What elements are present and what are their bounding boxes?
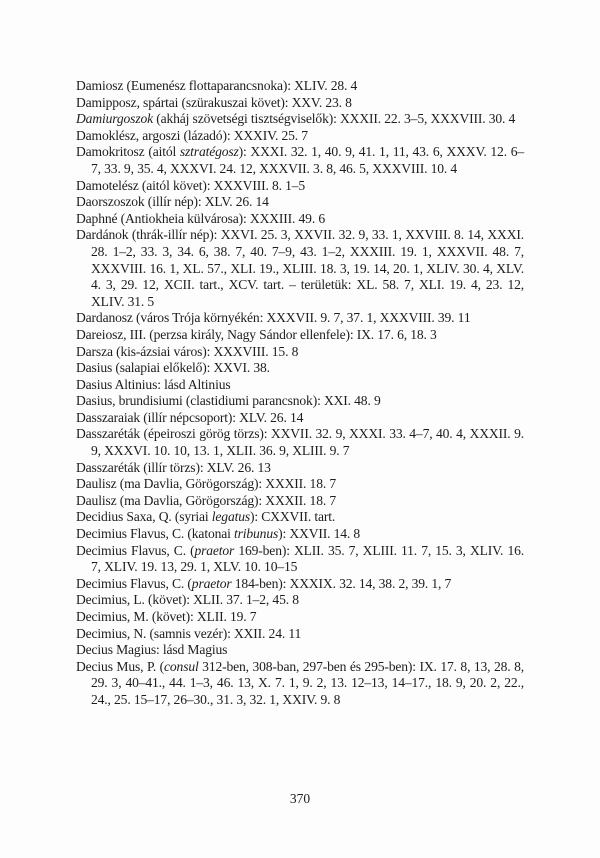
index-entry [76,543,524,576]
index-entry-text: Dardanosz (város Trója környékén: XXXVII. 9. 7, 37. 1, XXXVIII. 39. 11 [76,310,471,326]
index-entry-text: Damoklész, argoszi (lázadó): XXXIV. 25. 7 [76,127,308,143]
index-entry-text: ): CXXVII. tart. [250,509,336,525]
index-entry-text: Damiosz (Eumenész flottaparancsnoka): XLIV. 28. 4 [76,78,358,93]
index-entry-text: Darsza (kis-ázsiai város): XXXVIII. 15. 8 [76,343,299,359]
index-entry-text: Decius Magius: lásd Magius [76,642,228,658]
index-entry-text: (akháj szövetségi tisztségviselők): XXXII. 22. 3–5, XXXVIII. 30. 4 [153,111,516,127]
index-entry [76,178,524,195]
index-entry-text: Daulisz (ma Davlia, Görögország): XXXII. 18. 7 [76,492,336,508]
index-entry-text: Decimius, L. (követ): XLII. 37. 1–2, 45. 8 [76,592,299,608]
index-entry-italic-text: sztratégosz [179,144,239,160]
index-entry-text: Decimius Flavus, C. (katonai [76,526,234,542]
index-entry-italic-text: praetor [191,575,232,591]
index-entry-text: Decimius Flavus, C. ( [76,575,192,591]
index-entry [76,128,524,145]
index-entry [76,393,524,410]
index-entry-text: Damokritosz (aitól [76,144,180,160]
index-entry [76,493,524,510]
index-entry-text: Decimius, M. (követ): XLII. 19. 7 [76,609,257,624]
index-entry [76,609,524,626]
index-entry-text: Dasius (salapiai előkelő): XXVI. 38. [76,360,270,376]
index-entry [76,144,524,177]
index-entry-italic-text: consul [164,658,199,674]
index-entry-italic-text: Damiurgoszok [76,111,153,127]
index-entry-text: ): XXVII. 14. 8 [278,526,361,542]
index-entry [76,111,524,128]
index-entry-text: Damotelész (aitól követ): XXXVIII. 8. 1–5 [76,177,306,193]
index-entry [76,310,524,327]
index-entry [76,426,524,459]
index-entry [76,410,524,427]
index-entry-text: Decimius Flavus, C. ( [76,542,195,558]
index-entry-text: ): XXXI. 32. 1, 40. 9, 41. 1, 11, 43. 6, XXXV. 12. 6–7, 33. 9, 35. 4, XXXVI. 24. 12, XXXVII. 3. 8, 46. 5, XXXVIII. 10. 4 [91,144,524,176]
index-entry-text: Dasius, brundisiumi (clastidiumi parancsnok): XXI. 48. 9 [76,393,381,409]
index-entry-italic-text: praetor [194,542,235,558]
index-entry [76,576,524,593]
index-entry-text: 312-ben, 308-ban, 297-ben és 295-ben): IX. 17. 8, 13, 28. 8, 29. 3, 40–41., 44. 1–3, 46. 13, X. 7. 1, 9. 2, 13. 12–13, 14–17., 18. 9, 20. 2, 22., 24., 25. 15–17, 26–30., 31. 3, 32. 1, XXIV. 9. 8 [91,658,524,707]
index-entry-text: Daorszoszok (illír nép): XLV. 26. 14 [76,194,269,210]
index-entry [76,592,524,609]
index-entry [76,626,524,643]
index-entry-text: Dardánok (thrák-illír nép): XXVI. 25. 3, XXVII. 32. 9, 33. 1, XXVIII. 8. 14, XXXI. 28. 1–2, 33. 3, 34. 6, 38. 7, 40. 7–9, 43. 1–2, XXXIII. 19. 1, XXXVII. 48. 7, XXXVIII. 16. 1, XL. 57., XLI. 19., XLIII. 18. 3, 19. 14, 20. 1, XLIV. 30. 4, XLV. 4. 3, 29. 12, XCII. tart., XCV. tart. – területük: XL. 58. 7, XLI. 19. 4, 23. 12, XLIV. 31. 5 [76,227,524,309]
index-entry [76,659,524,709]
index-entry [76,476,524,493]
index-entry-text: Dasius Altinius: lásd Altinius [76,376,231,392]
index-entry [76,227,524,310]
index-entry-italic-text: legatus [211,509,250,525]
index-entry-text: Dasszaréták (épeiroszi görög törzs): XXVII. 32. 9, XXXI. 33. 4–7, 40. 4, XXXII. 9. 9, XXXVI. 10. 10, 13. 1, XLII. 36. 9, XLIII. 9. 7 [76,426,524,459]
index-entry [76,194,524,211]
index-entry-italic-text: tribunus [234,526,279,542]
index-entry-text: Decimius, N. (samnis vezér): XXII. 24. 11 [76,625,302,641]
page-number: 370 [289,791,311,806]
index-entry-text: Decidius Saxa, Q. (syriai [76,509,212,525]
index-entry-text: Daphné (Antiokheia külvárosa): XXXIII. 49. 6 [76,210,325,226]
index-entry [76,211,524,228]
index-entry-text: Dareiosz, III. (perzsa király, Nagy Sándor ellenfele): IX. 17. 6, 18. 3 [76,326,437,342]
index-entry-text: Damipposz, spártai (szürakuszai követ): XXV. 23. 8 [76,94,352,110]
index-entry-text: Dasszaraiak (illír népcsoport): XLV. 26. 14 [76,409,304,425]
index-entry [76,344,524,361]
index-entry [76,78,524,95]
index-entry [76,526,524,543]
index-entry-text: Decius Mus, P. ( [76,658,165,674]
index-entry [76,642,524,659]
index-entry-text: 184-ben): XXXIX. 32. 14, 38. 2, 39. 1, 7 [231,575,452,591]
index-entry [76,377,524,394]
index-entry [76,460,524,477]
index-entry [76,509,524,526]
index-entry [76,327,524,344]
index-entry-text: 169-ben): XLII. 35. 7, XLIII. 11. 7, 15. 3, XLIV. 16. 7, XLIV. 19. 13, 29. 1, XLV. 10. 10–15 [91,542,524,575]
index-entry-text: Daulisz (ma Davlia, Görögország): XXXII. 18. 7 [76,476,336,492]
index-entry [76,360,524,377]
index-entry [76,95,524,112]
index-entry-text: Dasszaréták (illír törzs): XLV. 26. 13 [76,459,271,475]
index-entry-list [76,78,524,709]
